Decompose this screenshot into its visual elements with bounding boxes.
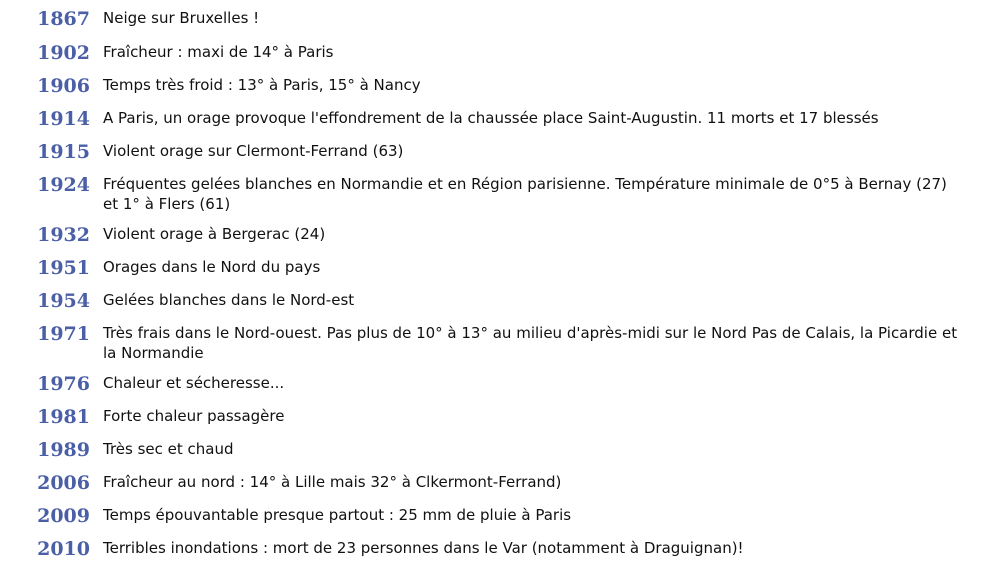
list-item [0, 6, 1000, 31]
event-description: Temps très froid : 13° à Paris, 15° à Nancy [103, 76, 421, 94]
event-description: Forte chaleur passagère [103, 407, 285, 425]
list-item [0, 536, 1000, 561]
list-item [0, 503, 1000, 528]
year-label: 1981 [37, 406, 90, 428]
list-item [0, 40, 1000, 65]
year-label: 1989 [37, 439, 90, 461]
year-label: 2010 [37, 538, 90, 560]
year-label: 1951 [37, 257, 90, 279]
weather-history-list [0, 6, 1000, 569]
list-item [0, 106, 1000, 131]
event-description: Violent orage à Bergerac (24) [103, 225, 326, 243]
year-label: 1976 [37, 373, 90, 395]
list-item [0, 139, 1000, 164]
year-label: 1906 [37, 75, 90, 97]
year-label: 1867 [37, 8, 90, 30]
list-item [0, 404, 1000, 429]
year-label: 2006 [37, 472, 90, 494]
list-item [0, 222, 1000, 247]
year-label: 1932 [37, 224, 90, 246]
year-label: 1915 [37, 141, 90, 163]
event-description: Orages dans le Nord du pays [103, 258, 321, 276]
list-item [0, 371, 1000, 396]
event-description: A Paris, un orage provoque l'effondrement de la chaussée place Saint-Augustin. 11 morts et 17 blessés [103, 109, 879, 127]
list-item [0, 255, 1000, 280]
year-label: 1971 [37, 323, 90, 345]
year-label: 1924 [37, 174, 90, 196]
list-item [0, 470, 1000, 495]
event-description: Neige sur Bruxelles ! [103, 9, 260, 27]
event-description: Fraîcheur au nord : 14° à Lille mais 32° à Clkermont-Ferrand) [103, 473, 562, 491]
event-description: Très frais dans le Nord-ouest. Pas plus de 10° à 13° au milieu d'après-midi sur le Nord Pas de Calais, la Picardie et la Normandie [103, 324, 958, 362]
event-description: Très sec et chaud [103, 440, 234, 458]
event-description: Gelées blanches dans le Nord-est [103, 291, 355, 309]
list-item [0, 288, 1000, 313]
year-label: 1902 [37, 42, 90, 64]
event-description: Fréquentes gelées blanches en Normandie et en Région parisienne. Température minimale de 0°5 à Bernay (27) et 1° à Flers (61) [103, 175, 947, 213]
event-description: Chaleur et sécheresse... [103, 374, 285, 392]
year-label: 1954 [37, 290, 90, 312]
event-description: Fraîcheur : maxi de 14° à Paris [103, 43, 334, 61]
year-label: 2009 [37, 505, 90, 527]
year-label: 1914 [37, 108, 90, 130]
list-item [0, 321, 1000, 363]
list-item [0, 172, 1000, 214]
event-description: Terribles inondations : mort de 23 personnes dans le Var (notamment à Draguignan)! [103, 539, 744, 557]
list-item [0, 437, 1000, 462]
list-item [0, 73, 1000, 98]
event-description: Temps épouvantable presque partout : 25 mm de pluie à Paris [103, 506, 572, 524]
event-description: Violent orage sur Clermont-Ferrand (63) [103, 142, 404, 160]
